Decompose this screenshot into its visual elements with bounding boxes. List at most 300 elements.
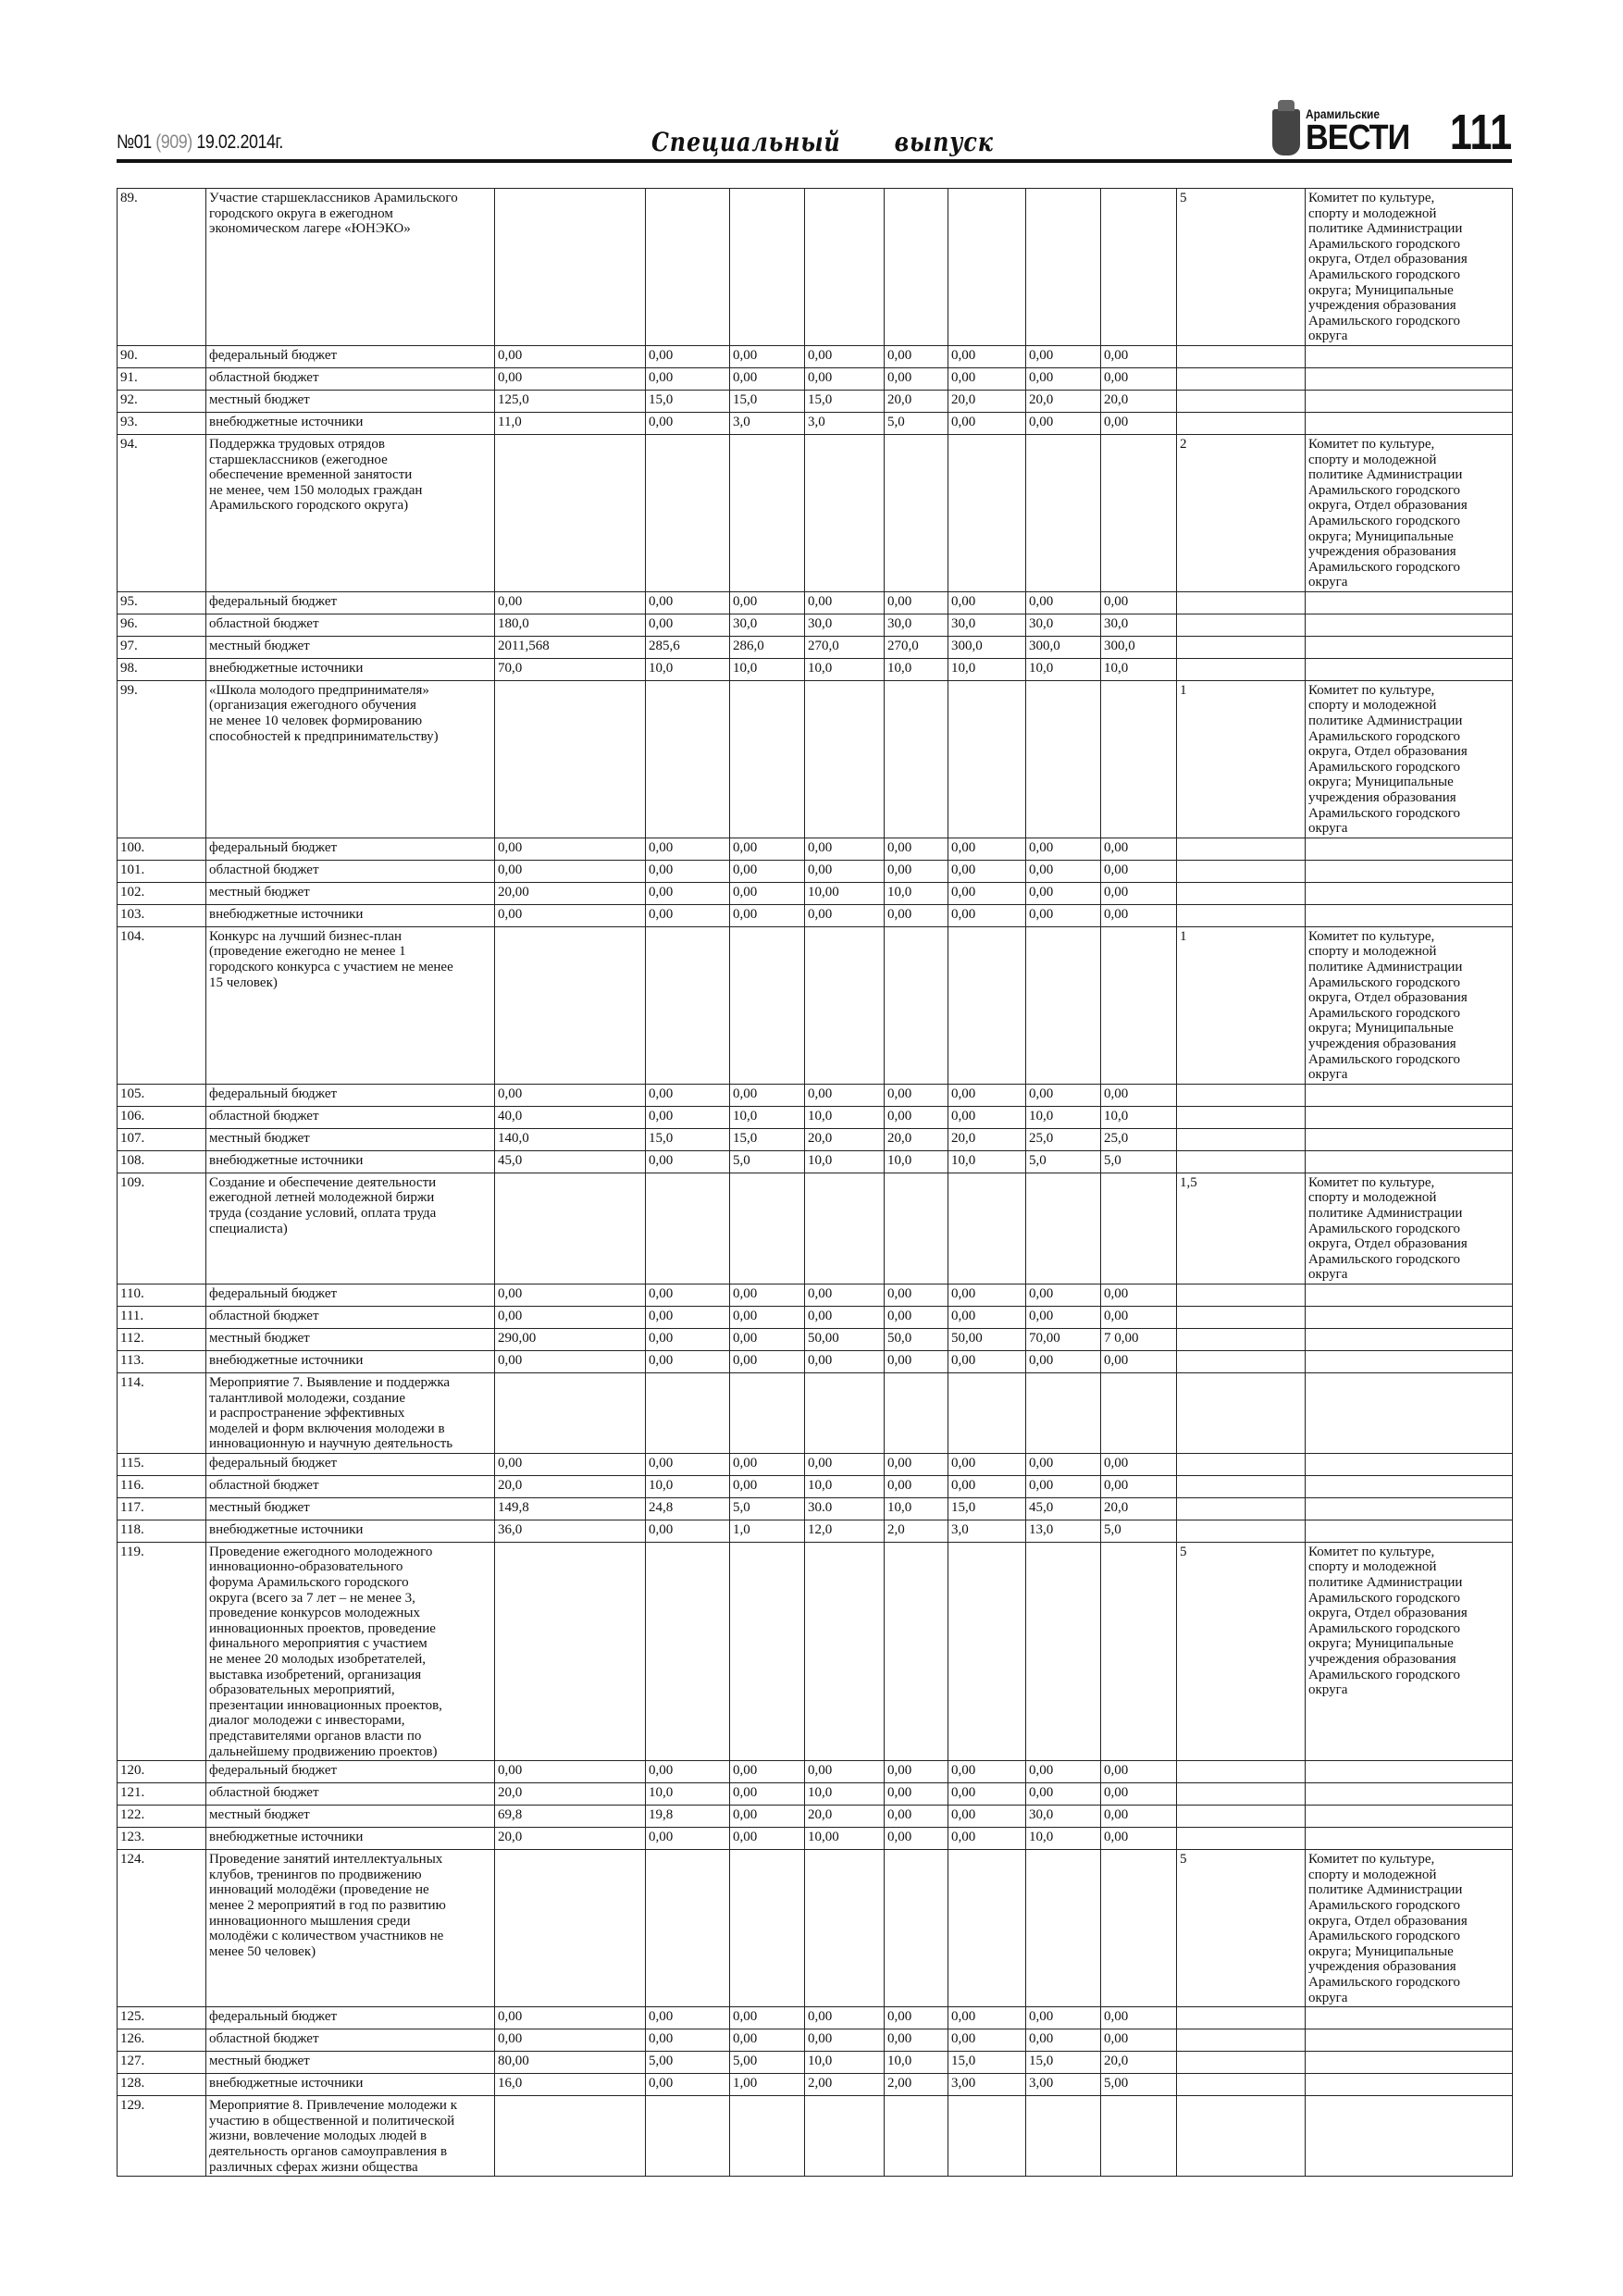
budget-value: 20,0 xyxy=(805,1806,885,1828)
responsible-executor xyxy=(1306,591,1513,614)
row-number: 124. xyxy=(118,1850,206,2007)
budget-value: 0,00 xyxy=(885,367,948,390)
responsible-executor xyxy=(1306,1372,1513,1453)
row-number: 129. xyxy=(118,2096,206,2177)
budget-value: 2,00 xyxy=(885,2074,948,2096)
row-description: местный бюджет xyxy=(206,2052,495,2074)
indicator-value: 2 xyxy=(1177,434,1306,591)
table-row xyxy=(118,1106,1513,1128)
table-row xyxy=(118,838,1513,860)
budget-value: 20,0 xyxy=(1101,2052,1177,2074)
budget-value: 0,00 xyxy=(805,1284,885,1306)
budget-value: 0,00 xyxy=(646,1350,730,1372)
budget-value: 0,00 xyxy=(885,1475,948,1497)
budget-value xyxy=(885,1850,948,2007)
indicator-value: 1,5 xyxy=(1177,1173,1306,1284)
budget-value: 0,00 xyxy=(1026,1783,1101,1806)
budget-value: 69,8 xyxy=(495,1806,646,1828)
budget-value xyxy=(646,1542,730,1760)
budget-value: 300,0 xyxy=(948,636,1026,658)
responsible-executor xyxy=(1306,1828,1513,1850)
budget-value: 0,00 xyxy=(1101,1475,1177,1497)
budget-value: 10,0 xyxy=(730,1106,805,1128)
budget-value: 270,0 xyxy=(805,636,885,658)
responsible-executor xyxy=(1306,1150,1513,1173)
budget-value: 70,0 xyxy=(495,658,646,680)
budget-value: 30,0 xyxy=(1101,614,1177,636)
logo-big-text: ВЕСТИ xyxy=(1306,118,1410,157)
page-number: 111 xyxy=(1449,105,1512,160)
responsible-executor xyxy=(1306,1783,1513,1806)
budget-value: 10,0 xyxy=(1026,1828,1101,1850)
budget-value: 0,00 xyxy=(730,1453,805,1475)
budget-value: 0,00 xyxy=(1026,1350,1101,1372)
budget-value: 0,00 xyxy=(948,838,1026,860)
budget-value: 0,00 xyxy=(495,838,646,860)
budget-value xyxy=(885,434,948,591)
budget-value: 0,00 xyxy=(1026,1284,1101,1306)
budget-value: 0,00 xyxy=(1101,1350,1177,1372)
budget-value: 0,00 xyxy=(948,1806,1026,1828)
budget-value: 0,00 xyxy=(885,1828,948,1850)
table-row xyxy=(118,434,1513,591)
responsible-executor xyxy=(1306,390,1513,412)
budget-value xyxy=(805,1372,885,1453)
budget-value: 5,0 xyxy=(1101,1150,1177,1173)
budget-value xyxy=(495,926,646,1084)
budget-value: 300,0 xyxy=(1026,636,1101,658)
indicator-value xyxy=(1177,390,1306,412)
table-row xyxy=(118,412,1513,434)
budget-value xyxy=(1026,926,1101,1084)
budget-value: 1,0 xyxy=(730,1520,805,1542)
row-number: 115. xyxy=(118,1453,206,1475)
budget-value xyxy=(1026,2096,1101,2177)
indicator-value xyxy=(1177,1284,1306,1306)
budget-value: 30,0 xyxy=(805,614,885,636)
row-number: 94. xyxy=(118,434,206,591)
table-row xyxy=(118,1806,1513,1828)
budget-value: 0,00 xyxy=(1026,2007,1101,2029)
table-row xyxy=(118,1372,1513,1453)
budget-value: 30,0 xyxy=(1026,1806,1101,1828)
budget-value xyxy=(646,1173,730,1284)
responsible-executor: Комитет по культуре, спорту и молодежной политике Администрации Арамильского городского округа, Отдел образования Арамильского городского округа; Муниципальные учреждения образования Арамильского городского округа xyxy=(1306,926,1513,1084)
row-description: Конкурс на лучший бизнес-план (проведение ежегодно не менее 1 городского конкурса с участием не менее 15 человек) xyxy=(206,926,495,1084)
budget-value: 0,00 xyxy=(885,1783,948,1806)
table-row xyxy=(118,1850,1513,2007)
budget-value: 11,0 xyxy=(495,412,646,434)
budget-value: 0,00 xyxy=(1026,367,1101,390)
budget-value: 10,0 xyxy=(885,2052,948,2074)
indicator-value xyxy=(1177,1150,1306,1173)
budget-value xyxy=(1101,189,1177,346)
table-row xyxy=(118,904,1513,926)
budget-value: 0,00 xyxy=(646,1520,730,1542)
row-description: областной бюджет xyxy=(206,614,495,636)
budget-value: 5,00 xyxy=(730,2052,805,2074)
budget-value: 0,00 xyxy=(805,367,885,390)
budget-value xyxy=(885,1372,948,1453)
budget-value: 0,00 xyxy=(805,838,885,860)
responsible-executor: Комитет по культуре, спорту и молодежной политике Администрации Арамильского городского округа, Отдел образования Арамильского городского округа; Муниципальные учреждения образования Арамильского городского округа xyxy=(1306,189,1513,346)
budget-value: 0,00 xyxy=(885,1453,948,1475)
indicator-value xyxy=(1177,345,1306,367)
responsible-executor xyxy=(1306,1350,1513,1372)
budget-value xyxy=(1026,189,1101,346)
budget-value xyxy=(495,189,646,346)
budget-value: 0,00 xyxy=(646,591,730,614)
row-number: 116. xyxy=(118,1475,206,1497)
budget-value: 0,00 xyxy=(1101,1084,1177,1106)
indicator-value xyxy=(1177,1783,1306,1806)
budget-value xyxy=(948,1372,1026,1453)
budget-value: 15,0 xyxy=(1026,2052,1101,2074)
row-number: 111. xyxy=(118,1306,206,1328)
budget-value: 0,00 xyxy=(948,1828,1026,1850)
budget-value: 5,00 xyxy=(1101,2074,1177,2096)
budget-value xyxy=(1026,1850,1101,2007)
budget-value: 10,0 xyxy=(646,1475,730,1497)
budget-value: 0,00 xyxy=(948,1453,1026,1475)
table-row xyxy=(118,1350,1513,1372)
row-description: местный бюджет xyxy=(206,1328,495,1350)
budget-value: 0,00 xyxy=(730,1328,805,1350)
responsible-executor xyxy=(1306,1497,1513,1520)
budget-value: 5,00 xyxy=(646,2052,730,2074)
responsible-executor: Комитет по культуре, спорту и молодежной политике Администрации Арамильского городского округа, Отдел образования Арамильского городского округа; Муниципальные учреждения образования Арамильского городского округа xyxy=(1306,680,1513,838)
indicator-value: 1 xyxy=(1177,926,1306,1084)
budget-value: 0,00 xyxy=(646,1828,730,1850)
table-row xyxy=(118,345,1513,367)
table-row xyxy=(118,591,1513,614)
budget-value: 0,00 xyxy=(948,1106,1026,1128)
budget-value xyxy=(948,1850,1026,2007)
budget-value xyxy=(646,680,730,838)
indicator-value xyxy=(1177,1328,1306,1350)
indicator-value xyxy=(1177,2029,1306,2052)
row-description: Мероприятие 8. Привлечение молодежи к участию в общественной и политической жизни, вовлечение молодых людей в деятельность органов самоуправления в различных сферах жизни общества xyxy=(206,2096,495,2177)
table-row xyxy=(118,2074,1513,2096)
budget-value: 20,0 xyxy=(1101,1497,1177,1520)
budget-value: 20,0 xyxy=(1026,390,1101,412)
row-description: областной бюджет xyxy=(206,1475,495,1497)
indicator-value xyxy=(1177,1828,1306,1850)
indicator-value xyxy=(1177,591,1306,614)
budget-value: 0,00 xyxy=(1101,591,1177,614)
budget-value: 0,00 xyxy=(646,904,730,926)
budget-value: 20,0 xyxy=(1101,390,1177,412)
indicator-value xyxy=(1177,1372,1306,1453)
budget-value: 0,00 xyxy=(495,1306,646,1328)
budget-value: 0,00 xyxy=(646,1306,730,1328)
budget-value: 0,00 xyxy=(646,614,730,636)
budget-value: 0,00 xyxy=(1026,591,1101,614)
budget-value: 15,0 xyxy=(646,390,730,412)
budget-value xyxy=(805,189,885,346)
budget-value: 0,00 xyxy=(495,367,646,390)
budget-value: 0,00 xyxy=(495,2007,646,2029)
row-number: 109. xyxy=(118,1173,206,1284)
responsible-executor xyxy=(1306,2007,1513,2029)
budget-value xyxy=(1026,680,1101,838)
budget-value: 0,00 xyxy=(805,1306,885,1328)
budget-value xyxy=(646,1372,730,1453)
budget-value: 0,00 xyxy=(1026,1084,1101,1106)
row-description: Мероприятие 7. Выявление и поддержка талантливой молодежи, создание и распространение эффективных моделей и форм включения молодежи в инновационную и научную деятельность xyxy=(206,1372,495,1453)
budget-value: 0,00 xyxy=(1101,1453,1177,1475)
budget-value: 13,0 xyxy=(1026,1520,1101,1542)
table-row xyxy=(118,390,1513,412)
row-description: внебюджетные источники xyxy=(206,904,495,926)
budget-value: 0,00 xyxy=(495,1761,646,1783)
budget-value: 1,00 xyxy=(730,2074,805,2096)
budget-value: 270,0 xyxy=(885,636,948,658)
budget-value: 0,00 xyxy=(646,838,730,860)
budget-value: 0,00 xyxy=(948,591,1026,614)
indicator-value xyxy=(1177,2074,1306,2096)
budget-value: 0,00 xyxy=(730,591,805,614)
table-row xyxy=(118,1761,1513,1783)
issue-label: №01 xyxy=(117,131,152,153)
responsible-executor xyxy=(1306,1475,1513,1497)
budget-value xyxy=(730,1372,805,1453)
budget-value xyxy=(885,1173,948,1284)
row-description: местный бюджет xyxy=(206,1806,495,1828)
budget-value: 0,00 xyxy=(1101,367,1177,390)
budget-value: 15,0 xyxy=(948,1497,1026,1520)
table-row xyxy=(118,680,1513,838)
budget-value: 0,00 xyxy=(730,2029,805,2052)
budget-value: 0,00 xyxy=(948,1350,1026,1372)
responsible-executor: Комитет по культуре, спорту и молодежной политике Администрации Арамильского городского округа, Отдел образования Арамильского городского округа xyxy=(1306,1173,1513,1284)
responsible-executor xyxy=(1306,1306,1513,1328)
budget-value: 0,00 xyxy=(1026,1761,1101,1783)
budget-value: 10,0 xyxy=(805,1783,885,1806)
budget-value: 0,00 xyxy=(730,1284,805,1306)
budget-value: 20,0 xyxy=(495,1783,646,1806)
budget-value xyxy=(1101,926,1177,1084)
indicator-value: 5 xyxy=(1177,1542,1306,1760)
budget-value: 0,00 xyxy=(646,1084,730,1106)
budget-table xyxy=(117,188,1513,2177)
row-number: 91. xyxy=(118,367,206,390)
responsible-executor xyxy=(1306,1084,1513,1106)
indicator-value xyxy=(1177,1806,1306,1828)
row-number: 98. xyxy=(118,658,206,680)
budget-value: 0,00 xyxy=(885,345,948,367)
row-number: 99. xyxy=(118,680,206,838)
budget-value: 0,00 xyxy=(1026,838,1101,860)
table-row xyxy=(118,1783,1513,1806)
budget-value: 0,00 xyxy=(948,1761,1026,1783)
row-description: Проведение ежегодного молодежного инновационно-образовательного форума Арамильского городского округа (всего за 7 лет – не менее 3, проведение конкурсов молодежных инновационных проектов, проведение финального мероприятия с участием не менее 20 молодых изобретателей, выставка изобретений, организация образовательных мероприятий, презентации инновационных проектов, диалог молодежи с инвесторами, представителями органов власти по дальнейшему продвижению проектов) xyxy=(206,1542,495,1760)
budget-value: 180,0 xyxy=(495,614,646,636)
row-description: областной бюджет xyxy=(206,2029,495,2052)
row-number: 89. xyxy=(118,189,206,346)
budget-value: 0,00 xyxy=(1101,2007,1177,2029)
budget-value: 0,00 xyxy=(805,904,885,926)
budget-value: 10,0 xyxy=(805,1106,885,1128)
budget-value: 5,0 xyxy=(1101,1520,1177,1542)
row-description: внебюджетные источники xyxy=(206,412,495,434)
responsible-executor xyxy=(1306,1328,1513,1350)
responsible-executor xyxy=(1306,1128,1513,1150)
table-row xyxy=(118,926,1513,1084)
row-description: Поддержка трудовых отрядов старшеклассников (ежегодное обеспечение временной занятости не менее, чем 150 молодых граждан Арамильского городского округа) xyxy=(206,434,495,591)
budget-value xyxy=(730,1173,805,1284)
budget-value: 0,00 xyxy=(885,1306,948,1328)
budget-value: 0,00 xyxy=(730,345,805,367)
indicator-value xyxy=(1177,1084,1306,1106)
budget-value: 0,00 xyxy=(730,1783,805,1806)
coat-of-arms-icon xyxy=(1272,109,1300,155)
budget-value xyxy=(646,434,730,591)
table-row xyxy=(118,882,1513,904)
budget-value: 15,0 xyxy=(805,390,885,412)
row-description: внебюджетные источники xyxy=(206,1350,495,1372)
table-row xyxy=(118,1128,1513,1150)
table-row xyxy=(118,1542,1513,1760)
issue-info xyxy=(117,131,283,154)
row-description: областной бюджет xyxy=(206,1306,495,1328)
row-description: местный бюджет xyxy=(206,1497,495,1520)
budget-value: 20,00 xyxy=(495,882,646,904)
budget-value xyxy=(805,1173,885,1284)
table-row xyxy=(118,1497,1513,1520)
budget-value: 0,00 xyxy=(885,1761,948,1783)
responsible-executor xyxy=(1306,614,1513,636)
budget-value: 10,0 xyxy=(805,2052,885,2074)
row-number: 120. xyxy=(118,1761,206,1783)
budget-value: 0,00 xyxy=(1101,2029,1177,2052)
row-description: Создание и обеспечение деятельности ежегодной летней молодежной биржи труда (создание условий, оплата труда специалиста) xyxy=(206,1173,495,1284)
budget-value: 0,00 xyxy=(1026,1475,1101,1497)
budget-value: 50,00 xyxy=(805,1328,885,1350)
budget-value: 0,00 xyxy=(885,1350,948,1372)
indicator-value xyxy=(1177,1520,1306,1542)
budget-value xyxy=(805,2096,885,2177)
indicator-value xyxy=(1177,1475,1306,1497)
budget-value: 20,0 xyxy=(495,1828,646,1850)
budget-value: 0,00 xyxy=(646,2074,730,2096)
budget-value: 15,0 xyxy=(646,1128,730,1150)
responsible-executor xyxy=(1306,2074,1513,2096)
row-number: 122. xyxy=(118,1806,206,1828)
budget-value xyxy=(1026,434,1101,591)
budget-value xyxy=(730,189,805,346)
budget-value xyxy=(495,1372,646,1453)
row-description: федеральный бюджет xyxy=(206,1761,495,1783)
budget-value: 0,00 xyxy=(948,904,1026,926)
budget-value: 0,00 xyxy=(730,882,805,904)
budget-value: 0,00 xyxy=(1101,882,1177,904)
responsible-executor: Комитет по культуре, спорту и молодежной политике Администрации Арамильского городского округа, Отдел образования Арамильского городского округа; Муниципальные учреждения образования Арамильского городского округа xyxy=(1306,1542,1513,1760)
budget-value: 0,00 xyxy=(730,2007,805,2029)
budget-value xyxy=(885,2096,948,2177)
budget-value: 0,00 xyxy=(646,860,730,882)
budget-value: 0,00 xyxy=(646,345,730,367)
budget-value: 0,00 xyxy=(948,1475,1026,1497)
budget-value: 0,00 xyxy=(1026,1306,1101,1328)
budget-value: 0,00 xyxy=(805,1350,885,1372)
budget-value: 0,00 xyxy=(495,345,646,367)
budget-value xyxy=(805,434,885,591)
table-row xyxy=(118,367,1513,390)
budget-value: 10,0 xyxy=(1101,1106,1177,1128)
budget-value xyxy=(805,1850,885,2007)
responsible-executor xyxy=(1306,2029,1513,2052)
responsible-executor xyxy=(1306,2052,1513,2074)
budget-value: 0,00 xyxy=(948,412,1026,434)
budget-value: 10,0 xyxy=(646,1783,730,1806)
indicator-value xyxy=(1177,1761,1306,1783)
budget-value: 10,00 xyxy=(805,882,885,904)
budget-value xyxy=(495,1542,646,1760)
table-row xyxy=(118,2029,1513,2052)
budget-value xyxy=(495,434,646,591)
row-number: 112. xyxy=(118,1328,206,1350)
responsible-executor xyxy=(1306,882,1513,904)
budget-value: 0,00 xyxy=(885,591,948,614)
budget-value xyxy=(1026,1372,1101,1453)
budget-value: 140,0 xyxy=(495,1128,646,1150)
indicator-value xyxy=(1177,1128,1306,1150)
budget-value: 10,0 xyxy=(805,1150,885,1173)
budget-value: 36,0 xyxy=(495,1520,646,1542)
indicator-value xyxy=(1177,614,1306,636)
budget-value xyxy=(948,1542,1026,1760)
budget-value: 0,00 xyxy=(948,1783,1026,1806)
budget-value: 0,00 xyxy=(805,2007,885,2029)
budget-value: 19,8 xyxy=(646,1806,730,1828)
row-number: 123. xyxy=(118,1828,206,1850)
budget-value: 0,00 xyxy=(646,2007,730,2029)
row-number: 107. xyxy=(118,1128,206,1150)
table-row xyxy=(118,2007,1513,2029)
budget-value: 0,00 xyxy=(805,345,885,367)
budget-value: 45,0 xyxy=(1026,1497,1101,1520)
table-row xyxy=(118,1520,1513,1542)
budget-value xyxy=(1101,680,1177,838)
row-description: «Школа молодого предпринимателя» (организация ежегодного обучения не менее 10 человек формированию способностей к предпринимательству) xyxy=(206,680,495,838)
row-number: 90. xyxy=(118,345,206,367)
budget-value: 0,00 xyxy=(1101,345,1177,367)
row-description: федеральный бюджет xyxy=(206,1084,495,1106)
row-description: местный бюджет xyxy=(206,390,495,412)
budget-value xyxy=(948,680,1026,838)
budget-value xyxy=(948,2096,1026,2177)
budget-value: 25,0 xyxy=(1101,1128,1177,1150)
responsible-executor xyxy=(1306,658,1513,680)
indicator-value xyxy=(1177,658,1306,680)
responsible-executor xyxy=(1306,904,1513,926)
budget-value: 25,0 xyxy=(1026,1128,1101,1150)
row-number: 117. xyxy=(118,1497,206,1520)
table-row xyxy=(118,189,1513,346)
budget-value xyxy=(730,1850,805,2007)
budget-value: 0,00 xyxy=(948,1284,1026,1306)
row-description: федеральный бюджет xyxy=(206,591,495,614)
budget-value xyxy=(1101,2096,1177,2177)
row-number: 96. xyxy=(118,614,206,636)
budget-value: 0,00 xyxy=(730,1350,805,1372)
budget-value: 0,00 xyxy=(885,1106,948,1128)
row-number: 127. xyxy=(118,2052,206,2074)
budget-value xyxy=(646,1850,730,2007)
responsible-executor xyxy=(1306,636,1513,658)
budget-value: 0,00 xyxy=(1101,1783,1177,1806)
